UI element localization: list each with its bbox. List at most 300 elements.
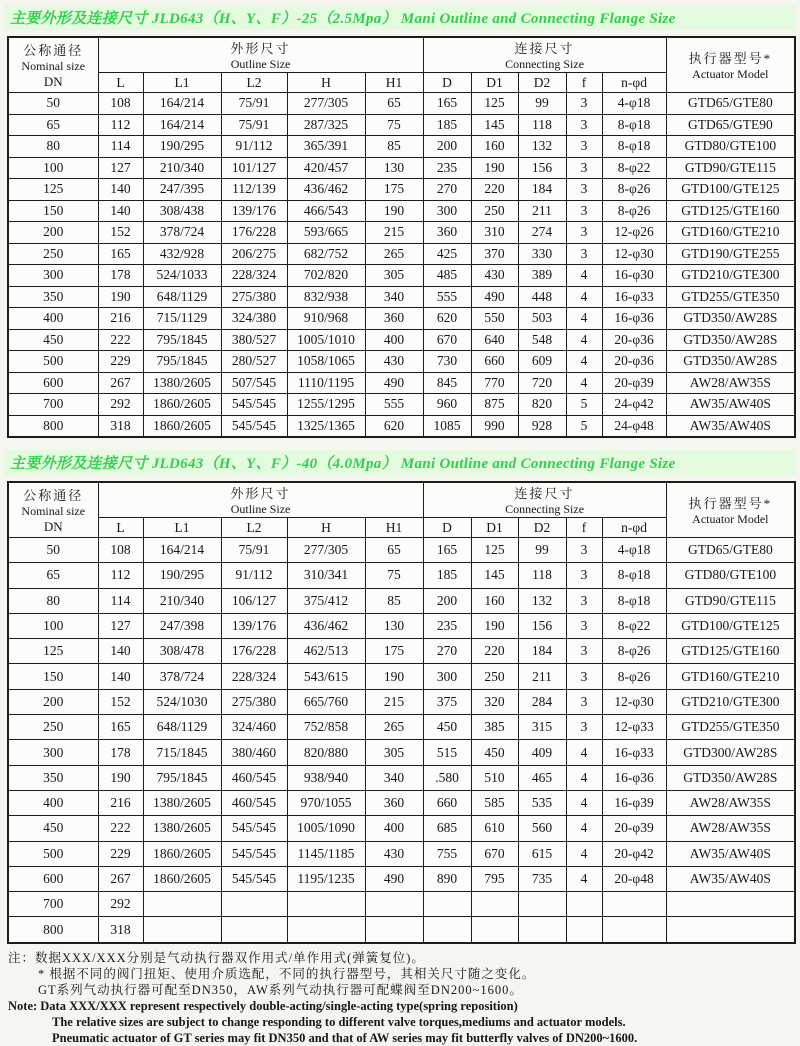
- table-cell: 385: [471, 715, 518, 740]
- table-cell: [566, 892, 602, 917]
- table-cell: 910/968: [287, 308, 365, 330]
- table-cell: 378/724: [143, 664, 221, 689]
- table-cell: 160: [471, 588, 518, 613]
- table-cell: 250: [8, 715, 98, 740]
- table-cell: 265: [365, 715, 423, 740]
- table-cell: 1380/2605: [143, 816, 221, 841]
- table-cell: 100: [8, 613, 98, 638]
- table-cell: 292: [98, 394, 143, 416]
- table-row: [8, 351, 795, 373]
- table-cell: 436/462: [287, 179, 365, 201]
- table-cell: 360: [423, 222, 471, 244]
- table-cell: 20-φ36: [602, 351, 666, 373]
- table-row: [8, 613, 795, 638]
- table-cell: 1325/1365: [287, 415, 365, 437]
- table-cell: [471, 917, 518, 943]
- table-cell: 164/214: [143, 114, 221, 136]
- table-cell: 4-φ18: [602, 93, 666, 115]
- col-D: D: [423, 518, 471, 538]
- table-cell: 665/760: [287, 689, 365, 714]
- table-cell: 190/295: [143, 136, 221, 158]
- table-cell: 560: [518, 816, 566, 841]
- table-cell: 715/1129: [143, 308, 221, 330]
- table-cell: 609: [518, 351, 566, 373]
- table-cell: 700: [8, 892, 98, 917]
- table-cell: 125: [8, 639, 98, 664]
- table-cell: 75/91: [221, 538, 287, 563]
- table-cell: 4: [566, 790, 602, 815]
- table-cell: 164/214: [143, 538, 221, 563]
- table-cell: 800: [8, 917, 98, 943]
- table-cell: 305: [365, 265, 423, 287]
- table-cell: 462/513: [287, 639, 365, 664]
- table-cell: 310/341: [287, 563, 365, 588]
- table-cell: 648/1129: [143, 286, 221, 308]
- table-cell: 8-φ18: [602, 588, 666, 613]
- table-cell: 215: [365, 222, 423, 244]
- table-cell: 190: [365, 664, 423, 689]
- table-cell: 318: [98, 917, 143, 943]
- table-cell: 139/176: [221, 200, 287, 222]
- table-cell: [602, 892, 666, 917]
- table-cell: 190: [471, 613, 518, 638]
- table-title-2.5mpa: 主要外形及连接尺寸 JLD643（H、Y、F）-25（2.5Mpa） Mani Outline and Connecting Flange Size: [4, 5, 796, 30]
- table-cell: 200: [8, 222, 98, 244]
- table-cell: 490: [471, 286, 518, 308]
- table-cell: 3: [566, 93, 602, 115]
- table-cell: 8-φ22: [602, 157, 666, 179]
- table-cell: 16-φ36: [602, 308, 666, 330]
- table-cell: 99: [518, 538, 566, 563]
- table-cell: 160: [471, 136, 518, 158]
- table-row: [8, 394, 795, 416]
- header-nominal-size: [8, 37, 98, 93]
- footnote-en-2: The relative sizes are subject to change responding to different valve torques,mediums and actuator models.: [52, 1014, 626, 1029]
- table-cell: 222: [98, 329, 143, 351]
- table-cell: 820/880: [287, 740, 365, 765]
- table-cell: [423, 917, 471, 943]
- table-cell: 450: [471, 740, 518, 765]
- table-cell: 380/460: [221, 740, 287, 765]
- table-cell: GTD65/GTE80: [666, 93, 795, 115]
- col-L2: L2: [221, 518, 287, 538]
- table-title-4.0mpa: 主要外形及连接尺寸 JLD643（H、Y、F）-40（4.0Mpa） Mani Outline and Connecting Flange Size: [4, 450, 796, 475]
- table-cell: 200: [8, 689, 98, 714]
- table-cell: 145: [471, 563, 518, 588]
- table-cell: 228/324: [221, 265, 287, 287]
- table-cell: 176/228: [221, 639, 287, 664]
- table-cell: 990: [471, 415, 518, 437]
- table-cell: 730: [423, 351, 471, 373]
- table-cell: 175: [365, 179, 423, 201]
- col-L: L: [98, 73, 143, 93]
- table-row: [8, 740, 795, 765]
- table-cell: 436/462: [287, 613, 365, 638]
- table-row: [8, 243, 795, 265]
- table-cell: 720: [518, 372, 566, 394]
- table-cell: 267: [98, 866, 143, 891]
- table-cell: 550: [471, 308, 518, 330]
- header-outline-size: 外形尺寸 Outline Size: [98, 37, 423, 73]
- table-cell: 150: [8, 200, 98, 222]
- table-cell: 524/1030: [143, 689, 221, 714]
- table-cell: [365, 917, 423, 943]
- table-cell: 648/1129: [143, 715, 221, 740]
- table-cell: 85: [365, 588, 423, 613]
- table-cell: 99: [518, 93, 566, 115]
- table-cell: 5: [566, 394, 602, 416]
- table-cell: 280/527: [221, 351, 287, 373]
- table-cell: 211: [518, 664, 566, 689]
- table-cell: [365, 892, 423, 917]
- table-cell: 65: [8, 563, 98, 588]
- table-cell: 12-φ33: [602, 715, 666, 740]
- table-cell: 130: [365, 157, 423, 179]
- col-L1: L1: [143, 73, 221, 93]
- table-cell: [518, 917, 566, 943]
- table-cell: 465: [518, 765, 566, 790]
- table-cell: 250: [471, 200, 518, 222]
- table-cell: 375: [423, 689, 471, 714]
- table-cell: [143, 917, 221, 943]
- table-cell: .580: [423, 765, 471, 790]
- col-H: H: [287, 518, 365, 538]
- table-cell: 300: [423, 200, 471, 222]
- table-cell: 125: [471, 538, 518, 563]
- table-row: [8, 114, 795, 136]
- table-row: [8, 415, 795, 437]
- table-cell: GTD350/AW28S: [666, 308, 795, 330]
- table-cell: 108: [98, 93, 143, 115]
- header-actuator-model: 执行器型号* Actuator Model: [666, 482, 795, 538]
- col-L: L: [98, 518, 143, 538]
- table-cell: 795/1845: [143, 329, 221, 351]
- table-cell: 228/324: [221, 664, 287, 689]
- col-D: D: [423, 73, 471, 93]
- table-cell: 229: [98, 351, 143, 373]
- table-cell: 600: [8, 866, 98, 891]
- table-cell: 190: [98, 286, 143, 308]
- table-cell: [471, 892, 518, 917]
- table-cell: 65: [365, 93, 423, 115]
- table-cell: 752/858: [287, 715, 365, 740]
- table-cell: 277/305: [287, 538, 365, 563]
- table-cell: 250: [8, 243, 98, 265]
- table-cell: 1860/2605: [143, 841, 221, 866]
- table-cell: 277/305: [287, 93, 365, 115]
- table-cell: 3: [566, 538, 602, 563]
- table-cell: 700: [8, 394, 98, 416]
- table-cell: 287/325: [287, 114, 365, 136]
- table-cell: 420/457: [287, 157, 365, 179]
- table-cell: 165: [98, 715, 143, 740]
- table-cell: 65: [365, 538, 423, 563]
- table-cell: 324/460: [221, 715, 287, 740]
- table-cell: 75/91: [221, 93, 287, 115]
- table-row: [8, 639, 795, 664]
- table-row: [8, 93, 795, 115]
- table-cell: 308/438: [143, 200, 221, 222]
- table-cell: 4: [566, 265, 602, 287]
- table-cell: 4: [566, 740, 602, 765]
- table-cell: GTD90/GTE115: [666, 157, 795, 179]
- table-cell: 485: [423, 265, 471, 287]
- table-cell: 150: [8, 664, 98, 689]
- table-cell: 3: [566, 689, 602, 714]
- table-cell: 247/398: [143, 613, 221, 638]
- table-row: [8, 308, 795, 330]
- table-cell: 330: [518, 243, 566, 265]
- table-cell: 156: [518, 613, 566, 638]
- table-cell: GTD255/GTE350: [666, 715, 795, 740]
- table-cell: 610: [471, 816, 518, 841]
- spec-table-2.5mpa: [7, 36, 796, 438]
- table-cell: 3: [566, 222, 602, 244]
- table-cell: 660: [423, 790, 471, 815]
- table-cell: 274: [518, 222, 566, 244]
- table-row: [8, 866, 795, 891]
- table-cell: 620: [365, 415, 423, 437]
- nominal-size-cn: 公称通径: [23, 43, 84, 58]
- table-cell: 24-φ42: [602, 394, 666, 416]
- table-cell: 8-φ18: [602, 563, 666, 588]
- table-cell: 8-φ22: [602, 613, 666, 638]
- table-cell: 1085: [423, 415, 471, 437]
- table-cell: 4: [566, 308, 602, 330]
- table-cell: 460/545: [221, 765, 287, 790]
- table-cell: 380/527: [221, 329, 287, 351]
- table-cell: 318: [98, 415, 143, 437]
- table-cell: 3: [566, 588, 602, 613]
- table-cell: 515: [423, 740, 471, 765]
- table-cell: 620: [423, 308, 471, 330]
- spec-table-4.0mpa: [7, 481, 796, 944]
- table-cell: 292: [98, 892, 143, 917]
- table-cell: 845: [423, 372, 471, 394]
- table-cell: 216: [98, 308, 143, 330]
- table-cell: 8-φ18: [602, 136, 666, 158]
- table-cell: 8-φ26: [602, 664, 666, 689]
- table-cell: [423, 892, 471, 917]
- table-cell: 50: [8, 93, 98, 115]
- table-cell: 555: [423, 286, 471, 308]
- table-cell: AW28/AW35S: [666, 372, 795, 394]
- table-cell: 91/112: [221, 563, 287, 588]
- col-D1: D1: [471, 73, 518, 93]
- table-row: [8, 179, 795, 201]
- table-cell: 190: [98, 765, 143, 790]
- table-cell: 270: [423, 179, 471, 201]
- table-cell: 1005/1010: [287, 329, 365, 351]
- table-cell: GTD210/GTE300: [666, 689, 795, 714]
- table-cell: 75: [365, 563, 423, 588]
- table-cell: 4: [566, 329, 602, 351]
- table-cell: 250: [471, 664, 518, 689]
- table-cell: 4: [566, 841, 602, 866]
- table-cell: 145: [471, 114, 518, 136]
- table-cell: 222: [98, 816, 143, 841]
- table-cell: 127: [98, 613, 143, 638]
- table-cell: 118: [518, 114, 566, 136]
- table-cell: GTD100/GTE125: [666, 179, 795, 201]
- table-cell: 378/724: [143, 222, 221, 244]
- table-cell: [518, 892, 566, 917]
- table-cell: 3: [566, 613, 602, 638]
- col-D2: D2: [518, 73, 566, 93]
- table-cell: 1145/1185: [287, 841, 365, 866]
- table-cell: [602, 917, 666, 943]
- col-L1: L1: [143, 518, 221, 538]
- table-row: [8, 816, 795, 841]
- table-cell: GTD350/AW28S: [666, 765, 795, 790]
- table-cell: AW35/AW40S: [666, 394, 795, 416]
- table-cell: 215: [365, 689, 423, 714]
- table-cell: 75: [365, 114, 423, 136]
- table-cell: 140: [98, 639, 143, 664]
- table-cell: 820: [518, 394, 566, 416]
- table-row: [8, 200, 795, 222]
- table-cell: 50: [8, 538, 98, 563]
- table-cell: 460/545: [221, 790, 287, 815]
- table-cell: 3: [566, 563, 602, 588]
- table-cell: 127: [98, 157, 143, 179]
- table-cell: 8-φ26: [602, 639, 666, 664]
- table-cell: 370: [471, 243, 518, 265]
- nominal-size-dn: DN: [43, 74, 63, 89]
- table-cell: GTD255/GTE350: [666, 286, 795, 308]
- table-cell: 682/752: [287, 243, 365, 265]
- table-cell: 165: [423, 93, 471, 115]
- table-cell: [221, 892, 287, 917]
- table-cell: AW28/AW35S: [666, 790, 795, 815]
- table-cell: GTD90/GTE115: [666, 588, 795, 613]
- table-cell: 114: [98, 588, 143, 613]
- table-cell: 80: [8, 136, 98, 158]
- table-cell: GTD300/AW28S: [666, 740, 795, 765]
- table-cell: 152: [98, 222, 143, 244]
- col-n-phi-d: n-φd: [602, 518, 666, 538]
- table-cell: 211: [518, 200, 566, 222]
- table-row: [8, 286, 795, 308]
- table-cell: 400: [365, 329, 423, 351]
- scanned-spec-sheet: [0, 5, 800, 1045]
- table-cell: 1380/2605: [143, 790, 221, 815]
- table-cell: 310: [471, 222, 518, 244]
- table-cell: 3: [566, 157, 602, 179]
- table-cell: 510: [471, 765, 518, 790]
- table-cell: 85: [365, 136, 423, 158]
- table-row: [8, 563, 795, 588]
- table-cell: AW35/AW40S: [666, 866, 795, 891]
- table-cell: 360: [365, 790, 423, 815]
- table-cell: [566, 917, 602, 943]
- col-H1: H1: [365, 518, 423, 538]
- table-cell: 1860/2605: [143, 415, 221, 437]
- table-cell: GTD350/AW28S: [666, 351, 795, 373]
- table-cell: 360: [365, 308, 423, 330]
- table-cell: GTD80/GTE100: [666, 563, 795, 588]
- table-cell: [287, 917, 365, 943]
- table-cell: 832/938: [287, 286, 365, 308]
- table-cell: 305: [365, 740, 423, 765]
- table-cell: 12-φ30: [602, 243, 666, 265]
- table-cell: 20-φ39: [602, 816, 666, 841]
- table-cell: 3: [566, 200, 602, 222]
- table-cell: [666, 917, 795, 943]
- table-cell: 1110/1195: [287, 372, 365, 394]
- table-cell: 178: [98, 740, 143, 765]
- table-cell: 430: [365, 351, 423, 373]
- table-cell: 735: [518, 866, 566, 891]
- table-cell: 535: [518, 790, 566, 815]
- table-cell: GTD350/AW28S: [666, 329, 795, 351]
- table-cell: 91/112: [221, 136, 287, 158]
- table-cell: 20-φ48: [602, 866, 666, 891]
- table-cell: 450: [8, 329, 98, 351]
- table-cell: 1860/2605: [143, 866, 221, 891]
- table-cell: 275/380: [221, 689, 287, 714]
- table-cell: 545/545: [221, 866, 287, 891]
- table-cell: 770: [471, 372, 518, 394]
- col-n-phi-d: n-φd: [602, 73, 666, 93]
- table-cell: [143, 892, 221, 917]
- table-cell: 220: [471, 179, 518, 201]
- table-cell: 267: [98, 372, 143, 394]
- table-cell: 795/1845: [143, 765, 221, 790]
- table-cell: 200: [423, 588, 471, 613]
- table-cell: 125: [471, 93, 518, 115]
- table-cell: GTD125/GTE160: [666, 639, 795, 664]
- table-cell: 220: [471, 639, 518, 664]
- table-cell: 4: [566, 765, 602, 790]
- table-cell: 275/380: [221, 286, 287, 308]
- header-nominal-size: 公称通径 Nominal size DN: [8, 482, 98, 538]
- table-cell: 389: [518, 265, 566, 287]
- table-cell: 130: [365, 613, 423, 638]
- table-cell: AW35/AW40S: [666, 841, 795, 866]
- table-row: [8, 222, 795, 244]
- table-cell: 176/228: [221, 222, 287, 244]
- table-cell: 164/214: [143, 93, 221, 115]
- table-cell: 12-φ30: [602, 689, 666, 714]
- table-cell: 4: [566, 866, 602, 891]
- table-cell: 365/391: [287, 136, 365, 158]
- table-cell: 500: [8, 351, 98, 373]
- table-row: [8, 372, 795, 394]
- table-cell: 875: [471, 394, 518, 416]
- table-cell: 450: [8, 816, 98, 841]
- table-cell: 300: [8, 265, 98, 287]
- table-cell: 4: [566, 372, 602, 394]
- table-cell: 409: [518, 740, 566, 765]
- header-outline-size: 外形尺寸 Outline Size: [98, 482, 423, 518]
- table-cell: 3: [566, 639, 602, 664]
- table-cell: 140: [98, 200, 143, 222]
- table-cell: 430: [365, 841, 423, 866]
- table-cell: 466/543: [287, 200, 365, 222]
- table-cell: 210/340: [143, 588, 221, 613]
- table-cell: 890: [423, 866, 471, 891]
- table-row: [8, 689, 795, 714]
- table-cell: 16-φ39: [602, 790, 666, 815]
- table-row: [8, 157, 795, 179]
- table-cell: 555: [365, 394, 423, 416]
- table-cell: 545/545: [221, 816, 287, 841]
- table-cell: GTD190/GTE255: [666, 243, 795, 265]
- table-cell: 1255/1295: [287, 394, 365, 416]
- table-cell: 600: [8, 372, 98, 394]
- table-cell: 755: [423, 841, 471, 866]
